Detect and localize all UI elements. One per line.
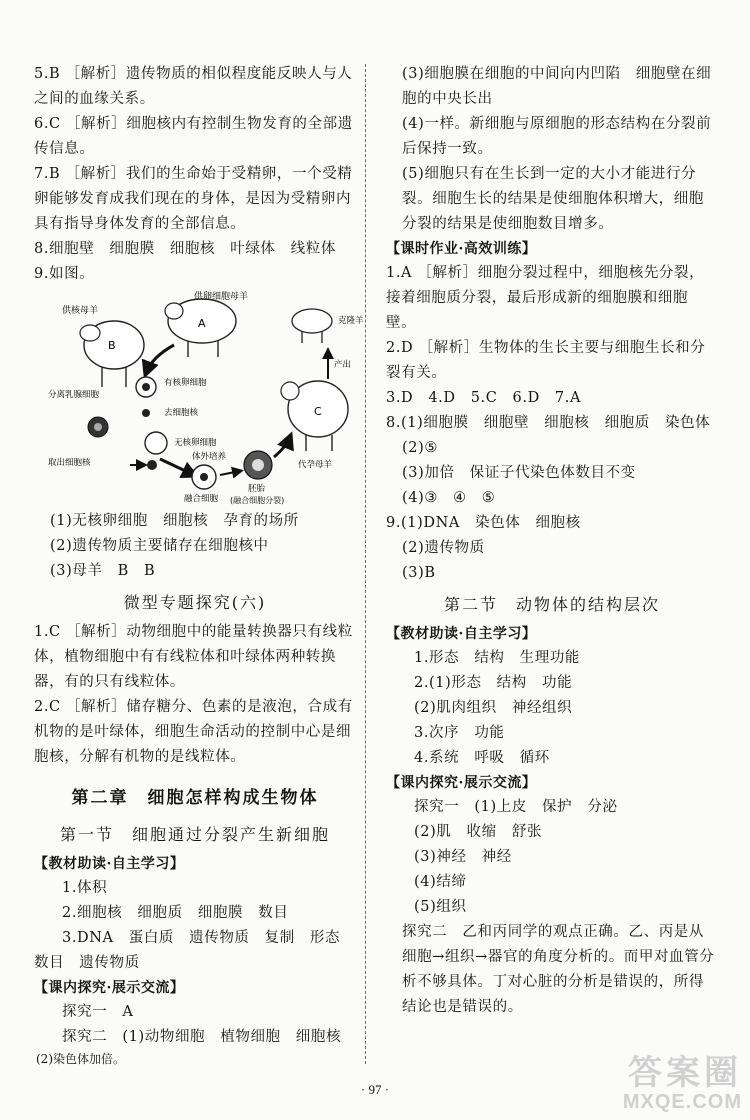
explore-1: 探究一 A [62, 1004, 134, 1020]
label-letter-a: A [198, 317, 206, 330]
label-anucleate-egg: 无核卵细胞 [174, 438, 217, 448]
left-column [34, 62, 364, 1068]
homework-8-2: (2)⑤ [402, 440, 438, 456]
reading-3-continued: 数目 遗传物质 [34, 955, 140, 971]
micro-answer-1: 1.C ［解析］动物细胞中的能量转换器只有线粒体，植物细胞中有有线粒体和叶绿体两种转换器，有的只有线粒体。 [34, 624, 353, 690]
explore-tissue-1: 探究一 (1)上皮 保护 分泌 [414, 799, 618, 815]
explore-2: 探究二 (1)动物细胞 植物细胞 细胞核 [62, 1029, 342, 1045]
watermark-brand: 答案圈 [628, 1054, 742, 1092]
homework-1: 1.A ［解析］细胞分裂过程中，细胞核先分裂，接着细胞质分裂，最后形成新的细胞膜和细胞壁。 [386, 265, 705, 331]
answer-6: 6.C ［解析］细胞核内有控制生物发育的全部遗传信息。 [34, 116, 353, 157]
answer-5-right: (5)细胞只有在生长到一定的大小才能进行分裂。细胞生长的结果是使细胞体积增大，细胞分裂的结果是使细胞数目增多。 [402, 166, 704, 232]
reading-3: 3.DNA 蛋白质 遗传物质 复制 形态 [62, 930, 341, 946]
homework-8-1: 8.(1)细胞膜 细胞壁 细胞核 细胞质 染色体 [386, 415, 711, 431]
chapter-title: 第二章 细胞怎样构成生物体 [71, 788, 319, 808]
homework-3-7: 3.D 4.D 5.C 6.D 7.A [386, 390, 582, 406]
explore-tissue-2: (2)肌 收缩 舒张 [414, 824, 543, 840]
heading-homework: 【课时作业·高效训练】 [386, 241, 537, 257]
label-remove-nucleus: 去细胞核 [164, 408, 199, 418]
label-donor-b: 供核母羊 [62, 306, 99, 316]
heading-textbook-reading-2: 【教材助读·自主学习】 [386, 626, 537, 642]
label-birth: 产出 [334, 360, 352, 370]
structure-1: 1.形态 结构 生理功能 [414, 650, 581, 666]
answer-5: 5.B ［解析］遗传物质的相似程度能反映人与人之间的血缘关系。 [34, 66, 353, 107]
page-number: · 97 · [360, 1082, 390, 1097]
answer-9: 9.如图。 [34, 266, 95, 282]
homework-9-3: (3)B [402, 565, 436, 581]
structure-2b: (2)肌肉组织 神经组织 [414, 700, 573, 716]
watermark-logo [623, 1055, 742, 1114]
answer-9-2: (2)遗传物质主要储存在细胞核中 [50, 538, 269, 554]
label-fuse: 融合细胞 [184, 494, 219, 504]
answer-7: 7.B ［解析］我们的生命始于受精卵，一个受精卵能够发育成我们现在的身体，是因为受精卵内具有指导身体发育的全部信息。 [34, 166, 353, 232]
answer-4: (4)一样。新细胞与原细胞的形态结构在分裂前后保持一致。 [402, 116, 712, 157]
explore-two-answer: 探究二 乙和丙同学的观点正确。乙、丙是从细胞→组织→器官的角度分析的。而甲对血管分析不够具体。丁对心脏的分析是错误的，所得结论也是错误的。 [402, 924, 715, 1015]
label-surrogate: 代孕母羊 [298, 460, 333, 470]
micro-answer-2: 2.C ［解析］储存糖分、色素的是液泡，合成有机物的是叶绿体，细胞生命活动的控制中心是细胞核，分解有机物的是线粒体。 [34, 699, 353, 765]
homework-8-3: (3)加倍 保证子代染色体数目不变 [402, 465, 636, 481]
clone-sheep-figure [292, 309, 332, 343]
reading-2: 2.细胞核 细胞质 细胞膜 数目 [62, 905, 289, 921]
heading-in-class-explore: 【课内探究·展示交流】 [34, 980, 185, 996]
heading-in-class-explore-2: 【课内探究·展示交流】 [386, 775, 537, 791]
answer-9-3: (3)母羊 B B [50, 563, 156, 579]
label-culture: 体外培养 [192, 452, 227, 462]
section-2-title: 第二节 动物体的结构层次 [443, 595, 660, 614]
explore-tissue-3: (3)神经 神经 [414, 849, 512, 865]
homework-2: 2.D ［解析］生物体的生长主要与细胞生长和分裂有关。 [386, 340, 706, 381]
label-clone: 克隆羊 [338, 316, 364, 326]
label-embryo: 胚胎 [248, 484, 266, 494]
answer-9-1: (1)无核卵细胞 细胞核 孕育的场所 [50, 513, 299, 529]
cloning-diagram [42, 287, 364, 509]
reading-1: 1.体积 [62, 880, 108, 896]
watermark-url: MXQE.COM [622, 1091, 742, 1113]
answer-3: (3)细胞膜在细胞的中间向内凹陷 细胞壁在细胞的中央长出 [402, 66, 712, 107]
heading-textbook-reading: 【教材助读·自主学习】 [34, 856, 185, 872]
explore-tissue-5: (5)组织 [414, 899, 467, 915]
label-letter-b: B [108, 339, 116, 352]
section-1-title: 第一节 细胞通过分裂产生新细胞 [59, 825, 330, 844]
column-divider [365, 64, 366, 1064]
label-nucleated-egg: 有核卵细胞 [164, 378, 207, 388]
explore-2-continued: (2)染色体加倍。 [36, 1052, 125, 1066]
label-extract: 取出细胞核 [48, 458, 91, 468]
answer-8: 8.细胞壁 细胞膜 细胞核 叶绿体 线粒体 [34, 241, 336, 257]
explore-tissue-4: (4)结缔 [414, 874, 467, 890]
label-separate: 分离乳腺细胞 [48, 390, 100, 400]
sheep-b-figure [80, 321, 144, 387]
structure-3: 3.次序 功能 [414, 725, 505, 741]
structure-4: 4.系统 呼吸 循环 [414, 750, 550, 766]
label-embryo-note: (融合细胞分裂) [230, 496, 285, 505]
right-column [386, 62, 718, 1020]
micro-topic-title: 微型专题探究(六) [123, 593, 267, 612]
homework-9-2: (2)遗传物质 [402, 540, 485, 556]
label-letter-c: C [314, 405, 322, 418]
homework-8-4: (4)③ ④ ⑤ [402, 490, 496, 506]
structure-2a: 2.(1)形态 结构 功能 [414, 675, 573, 691]
homework-9-1: 9.(1)DNA 染色体 细胞核 [386, 515, 581, 531]
label-donor-a: 供卵细胞母羊 [194, 292, 249, 302]
